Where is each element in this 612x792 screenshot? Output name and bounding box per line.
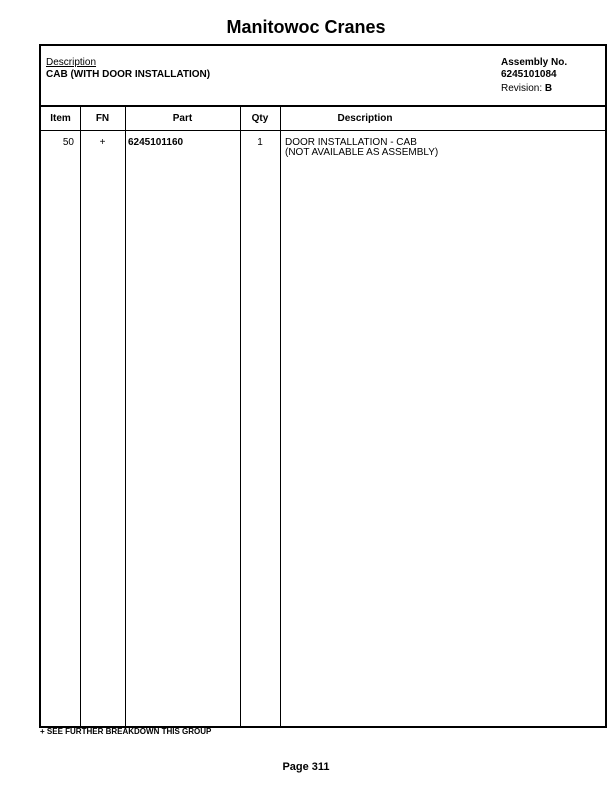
assembly-number: 6245101084 — [501, 69, 557, 80]
parts-list-frame — [39, 44, 607, 728]
column-header-qty: Qty — [251, 113, 269, 124]
revision-row — [501, 83, 552, 94]
column-header-description: Description — [337, 113, 393, 124]
column-header-part: Part — [172, 113, 193, 124]
part-number-cell: 6245101160 — [128, 137, 184, 148]
column-divider — [125, 107, 126, 726]
revision-value: B — [544, 83, 553, 94]
assembly-header — [41, 46, 605, 107]
document-title: Manitowoc Cranes — [226, 17, 386, 37]
assembly-number-label: Assembly No. — [501, 57, 568, 68]
description-line-2: (NOT AVAILABLE AS ASSEMBLY) — [285, 147, 439, 158]
column-header-fn: FN — [95, 113, 110, 124]
fn-cell: + — [99, 137, 106, 148]
page-number: Page 311 — [282, 761, 330, 773]
column-header-item: Item — [50, 113, 71, 124]
column-divider — [80, 107, 81, 726]
qty-cell: 1 — [257, 137, 263, 148]
column-divider — [280, 107, 281, 726]
assembly-description: CAB (WITH DOOR INSTALLATION) — [46, 69, 211, 80]
column-divider — [240, 107, 241, 726]
item-number-cell: 50 — [62, 137, 74, 148]
description-line-1: DOOR INSTALLATION - CAB — [285, 137, 417, 148]
revision-label: Revision: — [501, 83, 543, 94]
footnote: + SEE FURTHER BREAKDOWN THIS GROUP — [40, 727, 212, 736]
description-caption: Description — [46, 57, 97, 68]
